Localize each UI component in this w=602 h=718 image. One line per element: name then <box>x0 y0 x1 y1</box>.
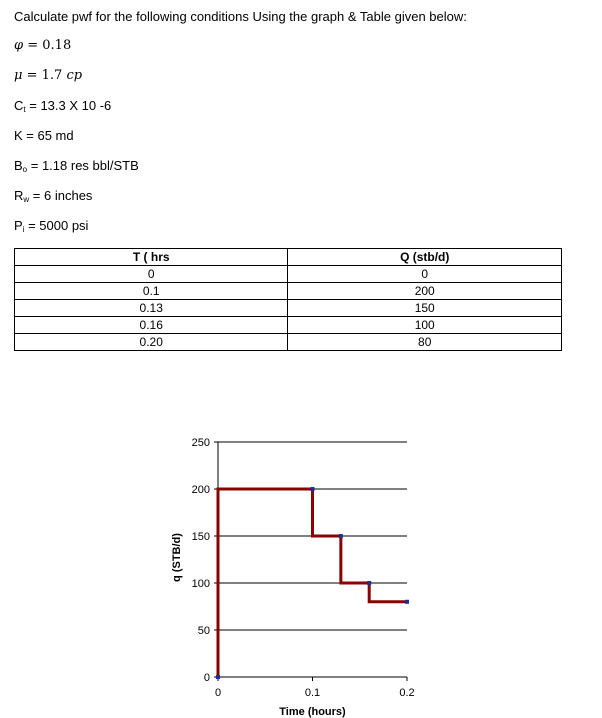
table-row <box>15 317 562 334</box>
rate-schedule-table <box>14 248 562 351</box>
grid-layer <box>218 442 407 630</box>
pi-sub: i <box>22 225 25 234</box>
data-point <box>405 600 409 604</box>
data-point <box>216 675 220 679</box>
rw-sub: w <box>23 195 30 204</box>
time-cell: 0.16 <box>15 317 288 334</box>
rate-cell: 150 <box>288 300 562 317</box>
compressibility-line <box>14 98 111 114</box>
axis-layer <box>214 442 407 681</box>
mu-value: = 1.7 <box>26 68 63 83</box>
table-row <box>15 334 562 351</box>
initial-pressure-line <box>14 218 88 234</box>
x-axis-title: Time (hours) <box>279 706 346 718</box>
viscosity-line <box>14 68 82 83</box>
data-point <box>311 487 315 491</box>
time-header: T ( hrs <box>15 249 288 266</box>
phi-symbol: φ <box>14 38 24 53</box>
y-tick-label: 250 <box>191 437 210 449</box>
mu-unit: cp <box>66 68 83 83</box>
problem-intro: Calculate pwf for the following conditions Using the graph & Table given below: <box>14 9 467 24</box>
rw-label: R <box>14 188 24 203</box>
permeability-line: K = 65 md <box>14 128 74 143</box>
table-row <box>15 283 562 300</box>
y-tick-label: 50 <box>197 625 210 637</box>
time-cell: 0.1 <box>15 283 288 300</box>
x-tick-label: 0 <box>214 687 222 699</box>
pi-value: = 5000 psi <box>28 218 89 233</box>
table-row <box>15 266 562 283</box>
pi-label: P <box>14 218 23 233</box>
marker-layer <box>216 487 409 679</box>
table-row <box>15 300 562 317</box>
formation-volume-factor-line <box>14 158 139 174</box>
phi-value: = 0.18 <box>27 38 72 53</box>
rate-cell: 80 <box>288 334 562 351</box>
ct-label: C <box>14 98 24 113</box>
ct-sub: t <box>23 105 26 114</box>
bo-sub: o <box>22 165 28 174</box>
rate-cell: 0 <box>288 266 562 283</box>
x-tick-label: 0.1 <box>304 687 321 699</box>
mu-symbol: μ <box>14 68 23 83</box>
ct-value: = 13.3 X 10 -6 <box>29 98 112 113</box>
y-tick-label: 150 <box>191 531 210 543</box>
data-point <box>367 581 371 585</box>
bo-label: B <box>14 158 23 173</box>
rate-cell: 200 <box>288 283 562 300</box>
y-axis-title: q (STB/d) <box>171 533 183 582</box>
bo-value: = 1.18 res bbl/STB <box>30 158 139 173</box>
label-layer <box>171 437 415 718</box>
time-cell: 0.13 <box>15 300 288 317</box>
x-tick-label: 0.2 <box>399 687 415 699</box>
rate-series-line <box>218 489 407 677</box>
wellbore-radius-line <box>14 188 92 204</box>
table-header-row <box>15 249 562 266</box>
series-layer <box>218 489 407 677</box>
data-point <box>339 534 343 538</box>
porosity-line <box>14 38 71 53</box>
rate-cell: 100 <box>288 317 562 334</box>
y-tick-label: 0 <box>203 672 210 684</box>
rw-value: = 6 inches <box>32 188 93 203</box>
y-tick-label: 200 <box>191 484 210 496</box>
time-cell: 0.20 <box>15 334 288 351</box>
y-tick-label: 100 <box>191 578 210 590</box>
time-cell: 0 <box>15 266 288 283</box>
rate-header: Q (stb/d) <box>288 249 562 266</box>
